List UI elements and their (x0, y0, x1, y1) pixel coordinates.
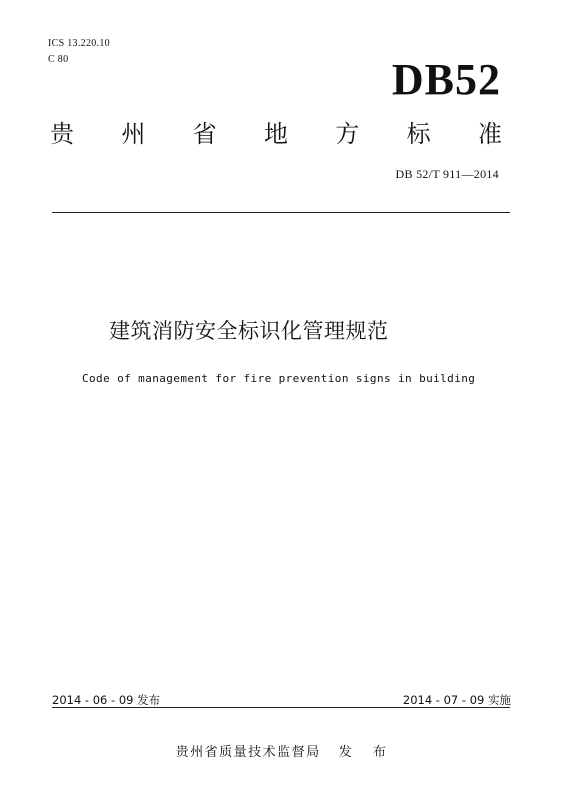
ics-code: ICS 13.220.10 (48, 38, 110, 49)
implementation-date: 2014 - 07 - 09 实施 (402, 693, 511, 707)
issuing-authority: 贵州省质量技术监督局 (175, 745, 321, 760)
standard-type-heading (50, 122, 502, 146)
standard-type-char: 州 (121, 120, 146, 148)
issuer-line (0, 741, 563, 760)
document-title-english: Code of management for fire prevention signs in building (82, 372, 476, 385)
header-divider (52, 212, 510, 213)
footer-divider (52, 707, 510, 708)
classification-code: C 80 (48, 54, 69, 65)
issue-date: 2014 - 06 - 09 发布 (52, 693, 161, 707)
standard-type-char: 贵 (50, 120, 74, 148)
standard-type-char: 准 (477, 120, 502, 148)
document-title-chinese: 建筑消防安全标识化管理规范 (109, 319, 389, 343)
standard-type-char: 地 (263, 120, 288, 148)
standard-type-char: 方 (335, 120, 360, 148)
standard-number: DB 52/T 911—2014 (395, 167, 499, 181)
standard-code-logo: DB52 (391, 55, 501, 104)
standard-type-char: 标 (406, 120, 431, 148)
standard-type-char: 省 (192, 120, 217, 148)
issue-action: 发 布 (338, 745, 388, 760)
